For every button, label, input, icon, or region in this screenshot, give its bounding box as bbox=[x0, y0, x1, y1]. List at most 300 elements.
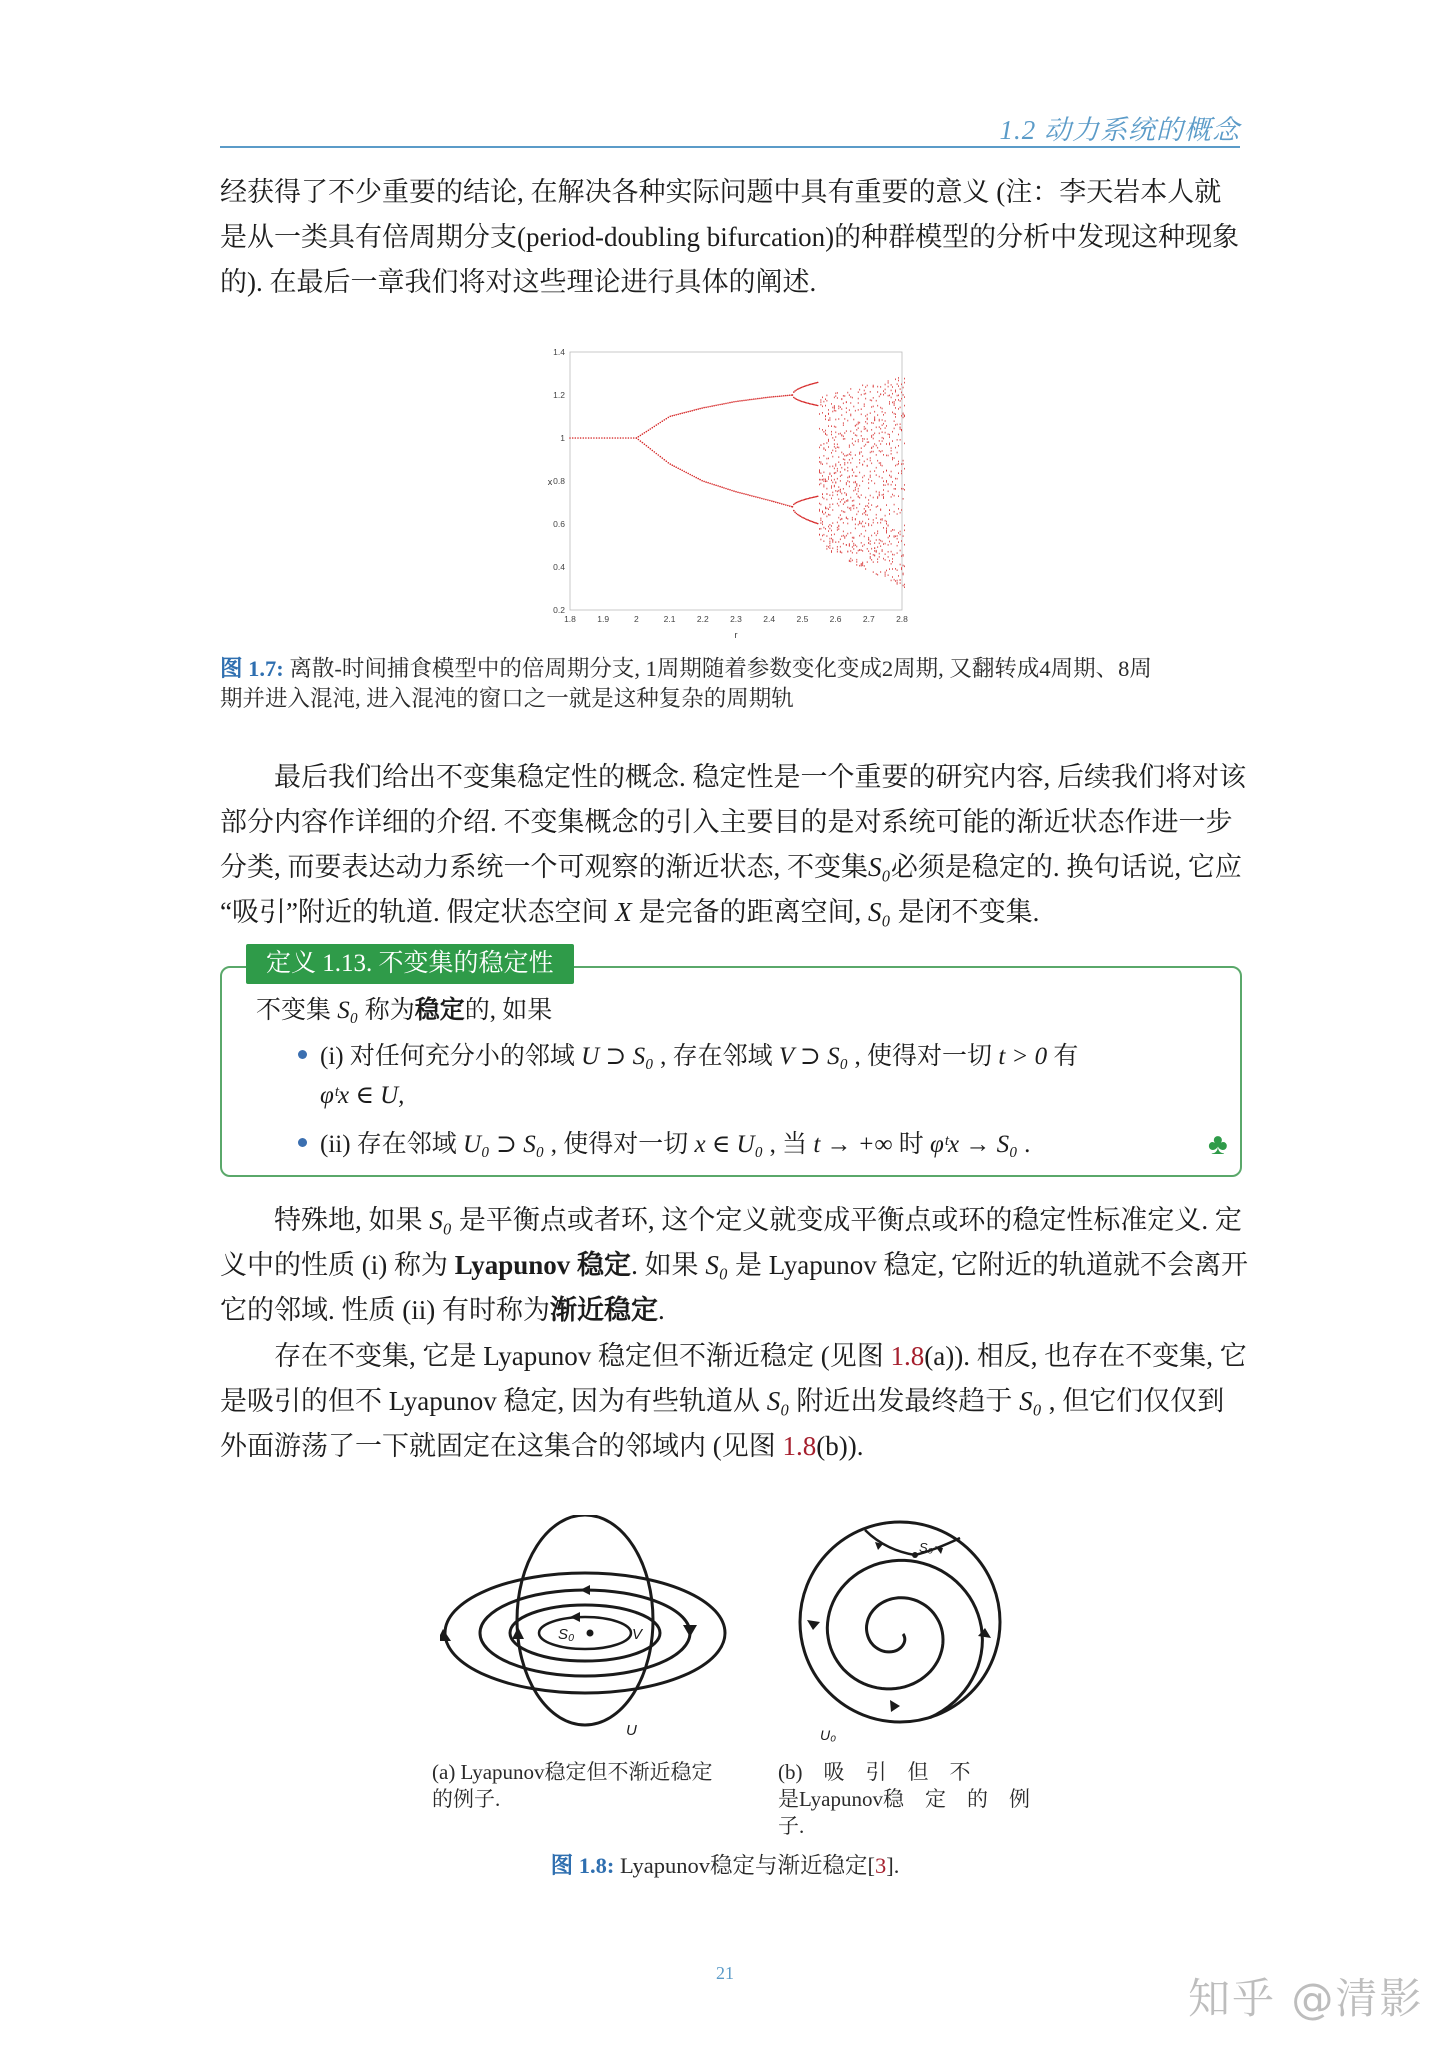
data-point bbox=[849, 560, 850, 562]
figure-ref-link[interactable]: 1.8 bbox=[782, 1431, 817, 1461]
data-point bbox=[717, 404, 719, 406]
data-point bbox=[880, 545, 881, 547]
data-point bbox=[824, 472, 825, 474]
data-point bbox=[880, 464, 881, 466]
data-point bbox=[877, 460, 878, 462]
data-point bbox=[885, 559, 886, 561]
citation-link[interactable]: 3 bbox=[874, 1853, 887, 1878]
data-point bbox=[662, 457, 664, 459]
data-point bbox=[861, 565, 862, 567]
figure-1-8a-diagram bbox=[440, 1515, 770, 1745]
data-point bbox=[861, 549, 862, 551]
data-point bbox=[837, 522, 838, 524]
data-point bbox=[827, 463, 828, 465]
data-point bbox=[821, 399, 822, 401]
data-point bbox=[630, 437, 632, 439]
data-point bbox=[864, 405, 865, 407]
data-point bbox=[858, 524, 859, 526]
data-point bbox=[888, 455, 889, 457]
data-point bbox=[877, 522, 878, 524]
text-line: 存在不变集, 它是 Lyapunov 稳定但不渐近稳定 (见图 1.8(a)). 相反, 也存在不变集, 它 bbox=[274, 1341, 1247, 1371]
data-point bbox=[832, 541, 833, 543]
data-point bbox=[891, 450, 892, 452]
data-point bbox=[683, 471, 685, 473]
data-point bbox=[822, 412, 823, 414]
data-point bbox=[699, 479, 701, 481]
data-point bbox=[840, 464, 841, 466]
data-point bbox=[834, 410, 835, 412]
data-point bbox=[880, 522, 881, 524]
data-point bbox=[821, 518, 822, 520]
y-tick-label: 0.8 bbox=[553, 476, 565, 486]
data-point bbox=[865, 393, 866, 395]
data-point bbox=[889, 436, 890, 438]
paragraph-lyapunov bbox=[220, 1198, 1248, 1333]
data-point bbox=[868, 441, 869, 443]
data-point bbox=[891, 551, 892, 553]
data-point bbox=[837, 397, 838, 399]
data-point bbox=[835, 432, 836, 434]
data-point bbox=[883, 414, 884, 416]
data-point bbox=[650, 428, 652, 430]
data-point bbox=[830, 538, 831, 540]
data-point bbox=[769, 396, 771, 398]
data-point bbox=[867, 438, 868, 440]
data-point bbox=[749, 495, 751, 497]
data-point bbox=[894, 495, 895, 497]
x-tick-label: 2.5 bbox=[796, 614, 809, 624]
data-point bbox=[885, 520, 886, 522]
y-tick-label: 0.2 bbox=[553, 605, 565, 615]
data-point bbox=[867, 505, 868, 507]
data-point bbox=[898, 434, 899, 436]
data-point bbox=[713, 405, 715, 407]
text-line: 是从一类具有倍周期分支(period-doubling bifurcation)的种群模型的分析中发现这种现象 bbox=[220, 222, 1240, 252]
arrow-icon bbox=[890, 1700, 900, 1712]
data-point bbox=[858, 491, 859, 493]
data-point bbox=[894, 511, 895, 513]
data-point bbox=[897, 535, 898, 537]
data-point bbox=[861, 431, 862, 433]
data-point bbox=[867, 423, 868, 425]
data-point bbox=[892, 431, 893, 433]
data-point bbox=[739, 492, 741, 494]
data-point bbox=[861, 408, 862, 410]
data-point bbox=[827, 434, 828, 436]
data-point bbox=[846, 412, 847, 414]
data-point bbox=[822, 511, 823, 513]
data-point bbox=[850, 507, 851, 509]
figure-1-8-caption: 图 1.8: Lyapunov稳定与渐近稳定[3]. bbox=[550, 1853, 900, 1878]
data-point bbox=[904, 443, 905, 445]
definition-item-2: (ii) 存在邻域 U₀ ⊃ S₀ , 使得对一切 x ∈ U₀ , 当 t → +∞ 时 φᵗx → S₀ . bbox=[320, 1131, 1031, 1158]
data-point bbox=[882, 477, 883, 479]
data-point bbox=[882, 419, 883, 421]
data-point bbox=[856, 564, 857, 566]
data-point bbox=[843, 503, 844, 505]
data-point bbox=[775, 501, 777, 503]
data-point bbox=[852, 438, 853, 440]
data-point bbox=[810, 497, 812, 499]
data-point bbox=[838, 408, 839, 410]
data-point bbox=[646, 445, 648, 447]
data-point bbox=[731, 490, 733, 492]
data-point bbox=[882, 437, 883, 439]
data-point bbox=[877, 496, 878, 498]
data-point bbox=[850, 497, 851, 499]
data-point bbox=[691, 475, 693, 477]
data-point bbox=[821, 504, 822, 506]
data-point bbox=[831, 475, 832, 477]
data-point bbox=[894, 401, 895, 403]
data-point bbox=[897, 464, 898, 466]
data-point bbox=[904, 378, 905, 380]
data-point bbox=[858, 439, 859, 441]
data-point bbox=[787, 505, 789, 507]
data-point bbox=[871, 463, 872, 465]
x-tick-label: 2.8 bbox=[896, 614, 908, 624]
data-point bbox=[886, 523, 887, 525]
data-point bbox=[856, 561, 857, 563]
data-point bbox=[874, 542, 875, 544]
data-point bbox=[894, 529, 895, 531]
data-point bbox=[895, 580, 896, 582]
data-point bbox=[885, 515, 886, 517]
data-point bbox=[585, 437, 587, 439]
data-point bbox=[844, 455, 845, 457]
data-point bbox=[888, 386, 889, 388]
data-point bbox=[858, 488, 859, 490]
data-point bbox=[689, 410, 691, 412]
data-point bbox=[777, 396, 779, 398]
data-point bbox=[879, 420, 880, 422]
data-point bbox=[882, 431, 883, 433]
data-point bbox=[879, 440, 880, 442]
data-point bbox=[824, 401, 825, 403]
data-point bbox=[876, 445, 877, 447]
text-line: 是吸引的但不 Lyapunov 稳定, 因为有些轨道从 S₀ 附近出发最终趋于 S₀ , 但它们仅仅到 bbox=[220, 1386, 1225, 1416]
data-point bbox=[903, 565, 904, 567]
data-point bbox=[858, 550, 859, 552]
data-point bbox=[846, 544, 847, 546]
data-point bbox=[879, 450, 880, 452]
data-point bbox=[900, 407, 901, 409]
data-point bbox=[677, 468, 679, 470]
data-point bbox=[903, 574, 904, 576]
data-point bbox=[590, 437, 592, 439]
data-point bbox=[828, 478, 829, 480]
data-point bbox=[847, 467, 848, 469]
data-point bbox=[882, 519, 883, 521]
figure-ref-link[interactable]: 1.8 bbox=[890, 1341, 925, 1371]
data-point bbox=[830, 545, 831, 547]
text-line: “吸引”附近的轨道. 假定状态空间 X 是完备的距离空间, S₀ 是闭不变集. bbox=[220, 897, 1040, 927]
data-point bbox=[876, 514, 877, 516]
data-point bbox=[865, 505, 866, 507]
data-point bbox=[840, 489, 841, 491]
data-point bbox=[898, 408, 899, 410]
data-point bbox=[831, 530, 832, 532]
data-point bbox=[873, 446, 874, 448]
data-point bbox=[831, 452, 832, 454]
data-point bbox=[852, 475, 853, 477]
data-point bbox=[898, 377, 899, 379]
data-point bbox=[763, 397, 765, 399]
data-point bbox=[827, 535, 828, 537]
data-point bbox=[870, 399, 871, 401]
data-point bbox=[824, 540, 825, 542]
data-point bbox=[838, 490, 839, 492]
data-point bbox=[882, 440, 883, 442]
data-point bbox=[897, 582, 898, 584]
data-point bbox=[888, 382, 889, 384]
data-point bbox=[819, 457, 820, 459]
data-point bbox=[867, 441, 868, 443]
data-point bbox=[837, 478, 838, 480]
data-point bbox=[868, 479, 869, 481]
data-point bbox=[658, 423, 660, 425]
data-point bbox=[856, 559, 857, 561]
data-point bbox=[843, 436, 844, 438]
data-point bbox=[894, 404, 895, 406]
data-point bbox=[885, 543, 886, 545]
data-point bbox=[731, 401, 733, 403]
data-point bbox=[858, 441, 859, 443]
data-point bbox=[855, 487, 856, 489]
data-point bbox=[670, 416, 672, 418]
data-point bbox=[840, 406, 841, 408]
data-point bbox=[844, 432, 845, 434]
data-point bbox=[862, 545, 863, 547]
data-point bbox=[885, 484, 886, 486]
data-point bbox=[830, 547, 831, 549]
data-point bbox=[654, 426, 656, 428]
data-point bbox=[853, 419, 854, 421]
data-point bbox=[892, 402, 893, 404]
data-point bbox=[794, 390, 796, 392]
data-point bbox=[883, 394, 884, 396]
data-point bbox=[827, 516, 828, 518]
data-point bbox=[868, 503, 869, 505]
data-point bbox=[838, 456, 839, 458]
data-point bbox=[871, 436, 872, 438]
data-point bbox=[882, 411, 883, 413]
data-point bbox=[900, 564, 901, 566]
data-point bbox=[855, 441, 856, 443]
data-point bbox=[883, 558, 884, 560]
data-point bbox=[745, 399, 747, 401]
data-point bbox=[888, 551, 889, 553]
data-point bbox=[664, 459, 666, 461]
data-point bbox=[837, 392, 838, 394]
data-point bbox=[867, 385, 868, 387]
data-point bbox=[850, 558, 851, 560]
arrow-icon bbox=[580, 1585, 590, 1595]
data-point bbox=[729, 402, 731, 404]
equilibrium-point bbox=[912, 1552, 918, 1558]
data-point bbox=[588, 437, 590, 439]
data-point bbox=[622, 437, 624, 439]
data-point bbox=[834, 443, 835, 445]
data-point bbox=[852, 458, 853, 460]
data-point bbox=[877, 391, 878, 393]
data-point bbox=[785, 395, 787, 397]
data-point bbox=[876, 573, 877, 575]
data-point bbox=[859, 565, 860, 567]
data-point bbox=[864, 445, 865, 447]
data-point bbox=[865, 510, 866, 512]
data-point bbox=[898, 385, 899, 387]
data-point bbox=[828, 458, 829, 460]
data-point bbox=[835, 393, 836, 395]
data-point bbox=[819, 510, 820, 512]
data-point bbox=[877, 447, 878, 449]
text-line: 它的邻域. 性质 (ii) 有时称为渐近稳定. bbox=[220, 1295, 665, 1325]
data-point bbox=[830, 543, 831, 545]
data-point bbox=[873, 497, 874, 499]
data-point bbox=[822, 524, 823, 526]
data-point bbox=[886, 530, 887, 532]
data-point bbox=[904, 382, 905, 384]
data-point bbox=[847, 518, 848, 520]
data-point bbox=[821, 444, 822, 446]
data-point bbox=[876, 474, 877, 476]
data-point bbox=[796, 513, 798, 515]
data-point bbox=[859, 452, 860, 454]
data-point bbox=[871, 400, 872, 402]
data-point bbox=[715, 485, 717, 487]
data-point bbox=[873, 561, 874, 563]
data-point bbox=[628, 437, 630, 439]
plot-area bbox=[570, 352, 902, 610]
section-header: 1.2 动力系统的概念 bbox=[999, 115, 1240, 145]
data-point bbox=[853, 500, 854, 502]
data-point bbox=[888, 556, 889, 558]
data-point bbox=[825, 433, 826, 435]
data-point bbox=[850, 509, 851, 511]
data-point bbox=[721, 486, 723, 488]
data-point bbox=[681, 412, 683, 414]
x-tick-label: 2.7 bbox=[862, 614, 875, 624]
data-point bbox=[886, 521, 887, 523]
data-point bbox=[880, 540, 881, 542]
data-point bbox=[859, 535, 860, 537]
data-point bbox=[877, 558, 878, 560]
data-point bbox=[824, 455, 825, 457]
data-point bbox=[883, 489, 884, 491]
data-point bbox=[832, 466, 833, 468]
data-point bbox=[868, 506, 869, 508]
data-point bbox=[827, 488, 828, 490]
label-S0: S₀ bbox=[919, 1540, 934, 1555]
data-point bbox=[843, 511, 844, 513]
data-point bbox=[888, 544, 889, 546]
data-point bbox=[847, 462, 848, 464]
subcaption-a: (a) Lyapunov稳定但不渐近稳定 的例子. bbox=[432, 1760, 713, 1811]
data-point bbox=[868, 499, 869, 501]
data-point bbox=[888, 433, 889, 435]
data-point bbox=[819, 528, 820, 530]
data-point bbox=[858, 398, 859, 400]
data-point bbox=[719, 404, 721, 406]
data-point bbox=[834, 439, 835, 441]
data-point bbox=[888, 537, 889, 539]
data-point bbox=[865, 522, 866, 524]
data-point bbox=[577, 437, 579, 439]
data-point bbox=[886, 504, 887, 506]
data-point bbox=[735, 401, 737, 403]
y-tick-label: 0.4 bbox=[553, 562, 565, 572]
data-point bbox=[687, 411, 689, 413]
data-point bbox=[828, 425, 829, 427]
bifurcation-chart bbox=[520, 340, 940, 640]
data-point bbox=[850, 462, 851, 464]
data-point bbox=[832, 539, 833, 541]
data-point bbox=[904, 468, 905, 470]
data-point bbox=[743, 493, 745, 495]
data-point bbox=[787, 395, 789, 397]
data-point bbox=[867, 414, 868, 416]
paragraph-invariant-set bbox=[220, 755, 1246, 935]
data-point bbox=[897, 580, 898, 582]
data-point bbox=[844, 395, 845, 397]
subcaption-b: (b) 吸 引 但 不 是Lyapunov稳 定 的 例 子. bbox=[778, 1760, 1030, 1838]
data-point bbox=[888, 395, 889, 397]
data-point bbox=[739, 400, 741, 402]
data-point bbox=[900, 439, 901, 441]
data-point bbox=[847, 392, 848, 394]
text-line: 义中的性质 (i) 称为 Lyapunov 稳定. 如果 S₀ 是 Lyapunov 稳定, 它附近的轨道就不会离开 bbox=[220, 1250, 1248, 1280]
data-point bbox=[865, 444, 866, 446]
data-point bbox=[862, 464, 863, 466]
data-point bbox=[871, 535, 872, 537]
data-point bbox=[825, 405, 826, 407]
data-point bbox=[705, 407, 707, 409]
data-point bbox=[827, 548, 828, 550]
data-point bbox=[821, 463, 822, 465]
data-point bbox=[853, 545, 854, 547]
data-point bbox=[844, 464, 845, 466]
data-point bbox=[822, 463, 823, 465]
data-point bbox=[693, 476, 695, 478]
data-point bbox=[877, 386, 878, 388]
data-point bbox=[837, 549, 838, 551]
data-point bbox=[879, 492, 880, 494]
data-point bbox=[834, 468, 835, 470]
data-point bbox=[895, 465, 896, 467]
definition-title: 定义 1.13. 不变集的稳定性 bbox=[246, 944, 574, 984]
data-point bbox=[735, 491, 737, 493]
data-point bbox=[596, 437, 598, 439]
data-point bbox=[658, 454, 660, 456]
y-tick-label: 1 bbox=[560, 433, 565, 443]
data-point bbox=[898, 445, 899, 447]
data-point bbox=[879, 543, 880, 545]
data-point bbox=[832, 411, 833, 413]
data-point bbox=[781, 503, 783, 505]
data-point bbox=[898, 508, 899, 510]
data-point bbox=[894, 579, 895, 581]
data-point bbox=[646, 431, 648, 433]
data-point bbox=[847, 507, 848, 509]
data-point bbox=[865, 415, 866, 417]
paragraph-examples bbox=[220, 1334, 1247, 1469]
data-point bbox=[821, 401, 822, 403]
data-point bbox=[675, 466, 677, 468]
data-point bbox=[898, 495, 899, 497]
data-point bbox=[825, 398, 826, 400]
data-point bbox=[662, 420, 664, 422]
